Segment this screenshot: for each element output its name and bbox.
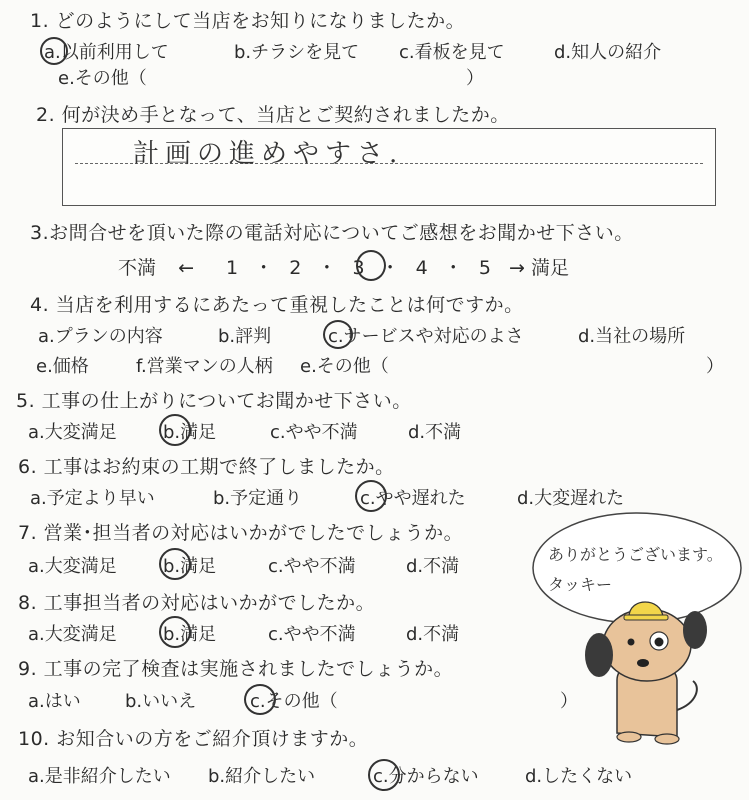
q8-option-c[interactable]: c.やや不満 xyxy=(268,624,356,645)
q6-option-c[interactable]: c.やや遅れた xyxy=(360,488,466,509)
q7-option-d[interactable]: d.不満 xyxy=(406,556,460,577)
q9-option-c[interactable]: c.その他（ xyxy=(250,691,338,712)
q6-option-a[interactable]: a.予定より早い xyxy=(30,488,155,509)
q6-option-b[interactable]: b.予定通り xyxy=(213,488,303,509)
q9-question: 9. 工事の完了検査は実施されましたでしょうか。 xyxy=(18,658,454,680)
q1-question: 1. どのようにして当店をお知りになりましたか。 xyxy=(30,10,466,32)
q3-arrow-left: ← xyxy=(178,257,194,279)
q4-option-c[interactable]: c.サービスや対応のよさ xyxy=(328,326,524,347)
q7-option-b[interactable]: b.満足 xyxy=(163,556,217,577)
q4-question: 4. 当店を利用するにあたって重視したことは何ですか。 xyxy=(30,294,524,316)
q4-option-a[interactable]: a.プランの内容 xyxy=(38,326,163,347)
q5-option-d[interactable]: d.不満 xyxy=(408,422,462,443)
q4-option-b[interactable]: b.評判 xyxy=(218,326,272,347)
q10-option-d[interactable]: d.したくない xyxy=(525,766,633,787)
q5-question: 5. 工事の仕上がりについてお聞かせ下さい。 xyxy=(16,390,412,412)
q10-question: 10. お知合いの方をご紹介頂けますか。 xyxy=(18,728,369,750)
q8-option-b[interactable]: b.満足 xyxy=(163,624,217,645)
q2-question: 2. 何が決め手となって、当店とご契約されましたか。 xyxy=(36,104,510,126)
q1-option-c[interactable]: c.看板を見て xyxy=(399,42,505,63)
q2-answer-box[interactable] xyxy=(62,128,716,206)
q5-option-a[interactable]: a.大変満足 xyxy=(28,422,117,443)
q3-question: 3.お問合せを頂いた際の電話対応についてご感想をお聞かせ下さい。 xyxy=(30,222,634,244)
q3-scale-low: 不満 xyxy=(118,257,157,279)
q4-option-other-close: ） xyxy=(706,356,724,377)
q9-option-b[interactable]: b.いいえ xyxy=(125,691,197,712)
mascot-speech-text: ありがとうございます。 タッキー xyxy=(548,545,723,594)
q8-option-a[interactable]: a.大変満足 xyxy=(28,624,117,645)
q3-value-5[interactable]: 5 xyxy=(478,257,491,279)
q6-option-d[interactable]: d.大変遅れた xyxy=(517,488,625,509)
q10-option-a[interactable]: a.是非紹介したい xyxy=(28,766,171,787)
q3-scale xyxy=(118,253,569,280)
q3-scale-high: 満足 xyxy=(530,257,569,279)
q8-option-d[interactable]: d.不満 xyxy=(406,624,460,645)
q5-option-b[interactable]: b.満足 xyxy=(163,422,217,443)
q2-handwritten-answer: 計画の進めやすさ. xyxy=(133,139,404,169)
q4-option-e[interactable]: e.価格 xyxy=(36,356,89,377)
q1-option-b[interactable]: b.チラシを見て xyxy=(234,42,360,63)
dog-mascot-icon xyxy=(585,602,707,744)
q6-question: 6. 工事はお約束の工期で終了しましたか。 xyxy=(18,456,395,478)
q8-question: 8. 工事担当者の対応はいかがでしたか。 xyxy=(18,592,376,614)
q3-dot: ・ xyxy=(254,257,274,279)
q5-option-c[interactable]: c.やや不満 xyxy=(270,422,358,443)
q9-option-a[interactable]: a.はい xyxy=(28,691,81,712)
q10-option-c[interactable]: c.分からない xyxy=(373,766,479,787)
q4-option-other[interactable]: e.その他（ xyxy=(300,356,389,377)
q7-question: 7. 営業･担当者の対応はいかがでしたでしょうか。 xyxy=(18,522,464,544)
q1-option-d[interactable]: d.知人の紹介 xyxy=(554,42,662,63)
q3-value-1[interactable]: 1 xyxy=(226,257,239,279)
q3-value-2[interactable]: 2 xyxy=(289,257,302,279)
q3-dot: ・ xyxy=(443,257,463,279)
q3-value-4[interactable]: 4 xyxy=(415,257,428,279)
q3-dot: ・ xyxy=(317,257,337,279)
q3-arrow-right: → xyxy=(508,257,525,279)
q1-option-e-close: ） xyxy=(466,68,484,89)
q1-option-a[interactable]: a.以前利用して xyxy=(44,42,169,63)
q4-option-d[interactable]: d.当社の場所 xyxy=(578,326,686,347)
q3-dot: ・ xyxy=(380,257,400,279)
q7-option-a[interactable]: a.大変満足 xyxy=(28,556,117,577)
q9-option-c-close: ） xyxy=(560,691,578,712)
q7-option-c[interactable]: c.やや不満 xyxy=(268,556,356,577)
q10-option-b[interactable]: b.紹介したい xyxy=(208,766,316,787)
q4-option-f[interactable]: f.営業マンの人柄 xyxy=(136,356,273,377)
q3-value-3[interactable]: 3 xyxy=(352,257,365,279)
q1-option-e[interactable]: e.その他（ xyxy=(58,68,147,89)
